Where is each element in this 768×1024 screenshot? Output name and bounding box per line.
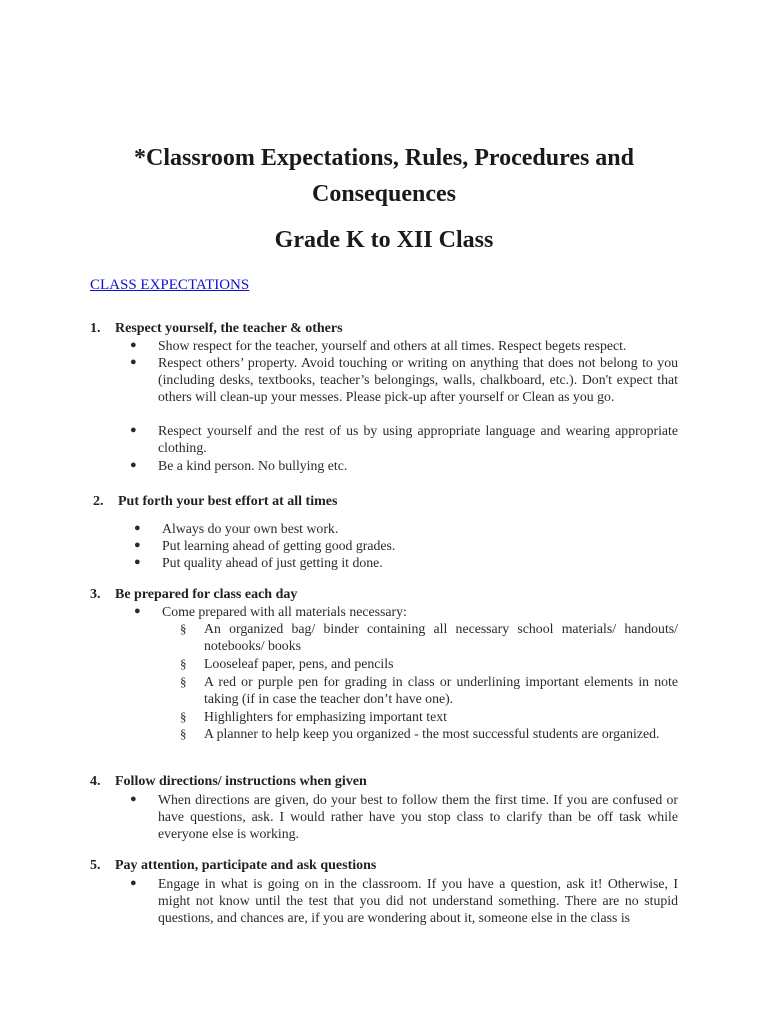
section-sign-icon: § xyxy=(180,656,187,671)
bullet-icon: ● xyxy=(134,522,141,534)
item-3-heading xyxy=(90,586,297,603)
section-sign-icon: § xyxy=(180,621,187,636)
item-1-bullet-3: ● Respect yourself and the rest of us by using appropriate language and wearing appropriate clothing. xyxy=(130,423,678,455)
item-5-bullet-1: ● Engage in what is going on in the classroom. If you have a question, ask it! Otherwise, I might not know until the test that you did not understand something. There are no stupid questions, and chances are, if you are wondering about it, someone else in the class is xyxy=(130,876,678,925)
bullet-icon: ● xyxy=(130,339,137,351)
item-4-title: Follow directions/ instructions when given xyxy=(115,774,367,789)
bullet-icon: ● xyxy=(134,539,141,551)
item-3-sub-bullet-5: § A planner to help keep you organized - the most successful students are organized. xyxy=(180,726,660,741)
item-2-bullet-3: ● Put quality ahead of just getting it done. xyxy=(134,555,383,570)
item-3-sub-bullet-2: § Looseleaf paper, pens, and pencils xyxy=(180,656,394,671)
item-1-heading xyxy=(90,320,343,337)
section-heading-class-expectations[interactable]: CLASS EXPECTATIONS xyxy=(90,277,250,293)
item-3-sub-bullet-4: § Highlighters for emphasizing important text xyxy=(180,709,447,724)
bullet-icon: ● xyxy=(130,793,137,805)
item-2-bullet-1: ● Always do your own best work. xyxy=(134,521,339,536)
item-1-title: Respect yourself, the teacher & others xyxy=(115,321,343,336)
item-3-sub-bullet-3: § A red or purple pen for grading in class or underlining important elements in note taking (if in case the teacher don’t have one). xyxy=(180,674,678,706)
section-sign-icon: § xyxy=(180,674,187,689)
bullet-icon: ● xyxy=(130,424,137,436)
title-line-2: Consequences xyxy=(311,181,456,207)
item-1-bullet-4: ● Be a kind person. No bullying etc. xyxy=(130,458,348,473)
item-4-bullet-1: ● When directions are given, do your best to follow them the first time. If you are confused or have questions, ask. I would rather have you stop class to clarify than be off task while everyone else is working. xyxy=(130,792,678,841)
item-2-heading xyxy=(93,493,337,510)
section-sign-icon: § xyxy=(180,709,187,724)
item-3-title: Be prepared for class each day xyxy=(115,587,298,602)
bullet-icon: ● xyxy=(134,556,141,568)
item-3-number: 3. xyxy=(90,587,101,602)
item-5-heading xyxy=(90,857,376,874)
item-4-number: 4. xyxy=(90,774,101,789)
item-1-bullet-2: ● Respect others’ property. Avoid touching or writing on anything that does not belong to you (including desks, textbooks, teacher’s belongings, walls, chalkboard, etc.). Don't expect that others will clean-up your messes. Please pick-up after yourself or Clean as you go. xyxy=(130,355,678,404)
item-5-number: 5. xyxy=(90,858,101,873)
item-5-title: Pay attention, participate and ask questions xyxy=(115,858,377,873)
item-4-heading xyxy=(90,773,367,790)
bullet-icon: ● xyxy=(130,356,137,368)
bullet-icon: ● xyxy=(130,459,137,471)
document-subtitle: Grade K to XII Class xyxy=(274,227,494,253)
item-3-bullet-1: ● Come prepared with all materials necessary: xyxy=(134,604,407,619)
item-2-title: Put forth your best effort at all times xyxy=(118,494,338,509)
item-3-sub-bullet-1: § An organized bag/ binder containing all necessary school materials/ handouts/ notebooks/ books xyxy=(180,621,678,653)
item-1-number: 1. xyxy=(90,321,101,336)
bullet-icon: ● xyxy=(134,605,141,617)
bullet-icon: ● xyxy=(130,877,137,889)
document-title xyxy=(60,140,708,212)
section-sign-icon: § xyxy=(180,726,187,741)
item-2-number: 2. xyxy=(93,494,104,509)
title-line-1: *Classroom Expectations, Rules, Procedures and xyxy=(133,145,634,171)
item-1-bullet-1: ● Show respect for the teacher, yourself and others at all times. Respect begets respect. xyxy=(130,338,627,353)
item-2-bullet-2: ● Put learning ahead of getting good grades. xyxy=(134,538,396,553)
